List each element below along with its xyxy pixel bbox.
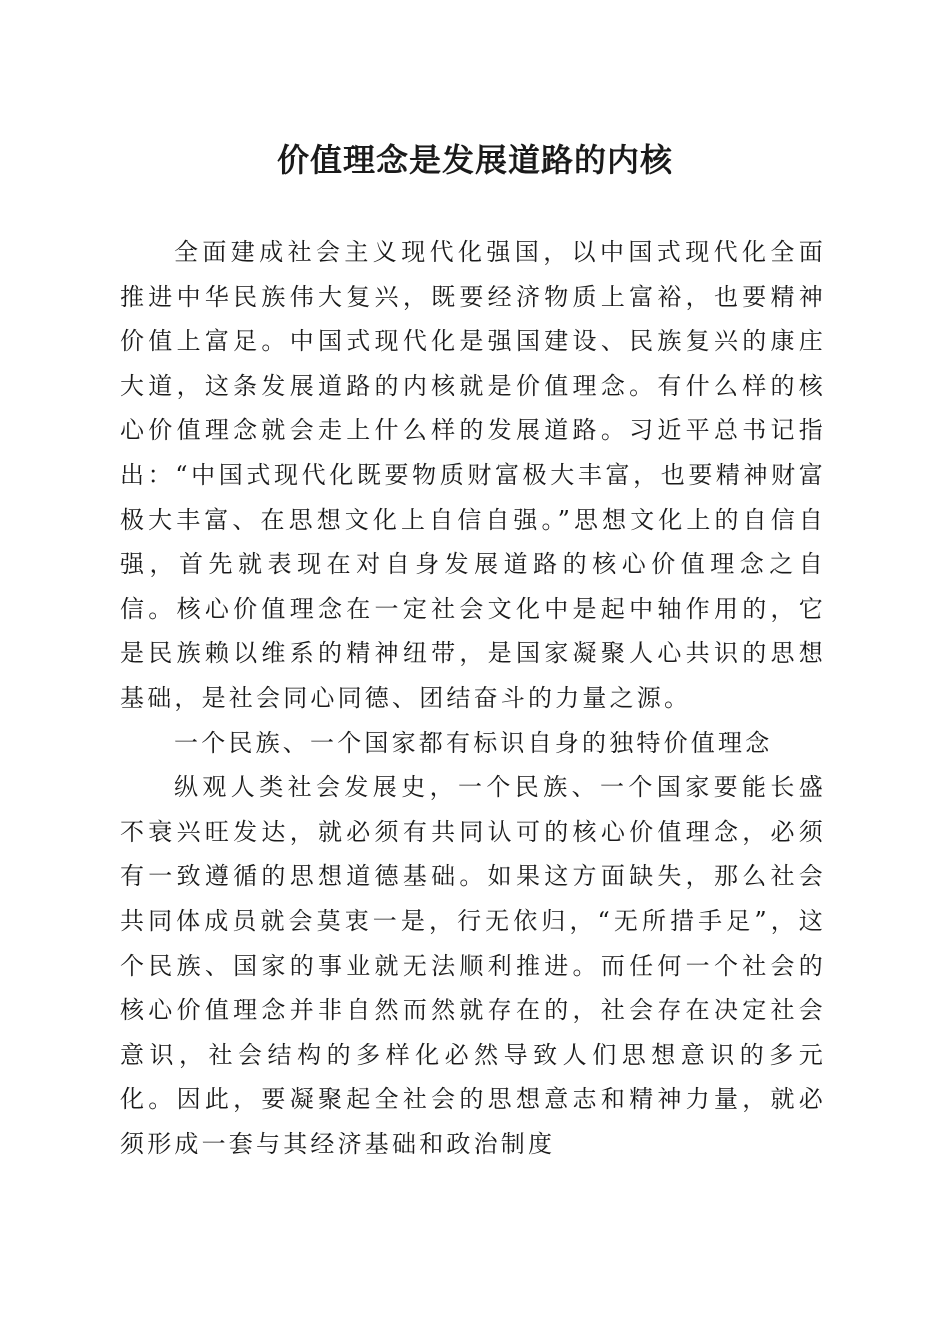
document-body [120, 230, 826, 1166]
document-title: 价值理念是发展道路的内核 [276, 141, 673, 179]
section-heading: 一个民族、一个国家都有标识自身的独特价值理念 [174, 728, 773, 757]
paragraph-intro: 全面建成社会主义现代化强国，以中国式现代化全面推进中华民族伟大复兴，既要经济物质上富裕，也要精神价值上富足。中国式现代化是强国建设、民族复兴的康庄大道，这条发展道路的内核就是价值理念。有什么样的核心价值理念就会走上什么样的发展道路。习近平总书记指出：“中国式现代化既要物质财富极大丰富，也要精神财富极大丰富、在思想文化上自信自强。”思想文化上的自信自强，首先就表现在对自身发展道路的核心价值理念之自信。核心价值理念在一定社会文化中是起中轴作用的，它是民族赖以维系的精神纽带，是国家凝聚人心共识的思想基础，是社会同心同德、团结奋斗的力量之源。 [120, 238, 826, 712]
paragraph-history: 纵观人类社会发展史，一个民族、一个国家要能长盛不衰兴旺发达，就必须有共同认可的核心价值理念，必须有一致遵循的思想道德基础。如果这方面缺失，那么社会共同体成员就会莫衷一是，行无依归，“无所措手足”，这个民族、国家的事业就无法顺利推进。而任何一个社会的核心价值理念并非自然而然就存在的，社会存在决定社会意识，社会结构的多样化必然导致人们思想意识的多元化。因此，要凝聚起全社会的思想意志和精神力量，就必须形成一套与其经济基础和政治制度 [120, 773, 826, 1158]
